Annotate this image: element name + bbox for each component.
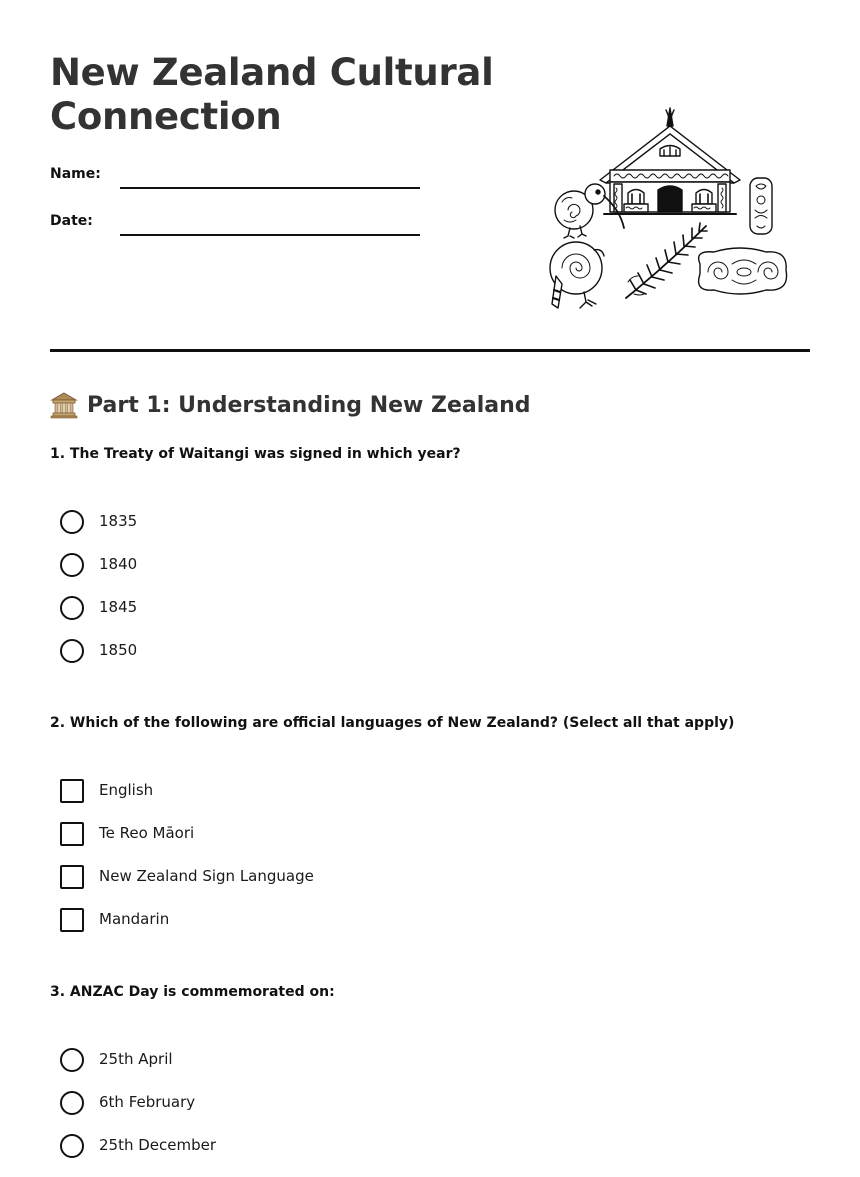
option-label: 25th April: [99, 1050, 173, 1068]
option-label: New Zealand Sign Language: [99, 867, 314, 885]
checkbox[interactable]: [60, 908, 84, 932]
question-2-text: 2. Which of the following are official languages of New Zealand? (Select all that apply): [50, 715, 735, 731]
radio-button[interactable]: [60, 1048, 84, 1072]
worksheet-header: [50, 0, 810, 352]
option-label: 1850: [99, 641, 138, 659]
option-mandarin[interactable]: [60, 908, 314, 951]
header-divider: [50, 349, 810, 352]
radio-button[interactable]: [60, 1134, 84, 1158]
option-label: Mandarin: [99, 910, 170, 928]
option-label: 6th February: [99, 1093, 196, 1111]
question-3-options: [60, 1048, 216, 1177]
option-1835[interactable]: [60, 510, 137, 553]
radio-button[interactable]: [60, 1091, 84, 1115]
date-label: Date:: [50, 213, 93, 229]
fern-frond-icon: [626, 223, 707, 298]
name-field: [50, 163, 420, 191]
question-2: [50, 714, 810, 928]
section-heading-part-1: [50, 389, 531, 421]
question-1-text: 1. The Treaty of Waitangi was signed in which year?: [50, 446, 461, 462]
option-1850[interactable]: [60, 639, 137, 682]
wharenui-icon: [600, 108, 740, 214]
option-label: 1835: [99, 512, 138, 530]
option-1845[interactable]: [60, 596, 137, 639]
option-english[interactable]: [60, 779, 314, 822]
classical-building-icon: [50, 391, 78, 419]
option-1840[interactable]: [60, 553, 137, 596]
checkbox[interactable]: [60, 865, 84, 889]
question-1: [50, 445, 810, 659]
maori-culture-illustration: [544, 104, 794, 316]
worksheet-page: [50, 0, 810, 1161]
radio-button[interactable]: [60, 510, 84, 534]
option-6th-february[interactable]: [60, 1091, 216, 1134]
date-field: [50, 210, 420, 238]
name-input-line[interactable]: [120, 187, 420, 189]
page-title: New Zealand Cultural Connection: [50, 51, 494, 138]
radio-button[interactable]: [60, 596, 84, 620]
option-label: 25th December: [99, 1136, 217, 1154]
option-label: 1845: [99, 598, 138, 616]
question-3: [50, 983, 810, 1154]
tui-bird-icon: [550, 242, 604, 308]
question-2-options: [60, 779, 314, 951]
option-25th-april[interactable]: [60, 1048, 216, 1091]
date-input-line[interactable]: [120, 234, 420, 236]
option-label: Te Reo Māori: [99, 824, 195, 842]
name-label: Name:: [50, 166, 101, 182]
koru-carving-icon: [699, 248, 787, 294]
checkbox[interactable]: [60, 822, 84, 846]
radio-button[interactable]: [60, 553, 84, 577]
question-1-options: [60, 510, 137, 682]
tiki-pendant-icon: [750, 178, 772, 234]
option-te-reo-maori[interactable]: [60, 822, 314, 865]
option-25th-december[interactable]: [60, 1134, 216, 1177]
option-label: 1840: [99, 555, 138, 573]
option-nz-sign-language[interactable]: [60, 865, 314, 908]
radio-button[interactable]: [60, 639, 84, 663]
option-label: English: [99, 781, 154, 799]
question-3-text: 3. ANZAC Day is commemorated on:: [50, 984, 335, 1000]
checkbox[interactable]: [60, 779, 84, 803]
section-heading-text: Part 1: Understanding New Zealand: [87, 392, 531, 418]
